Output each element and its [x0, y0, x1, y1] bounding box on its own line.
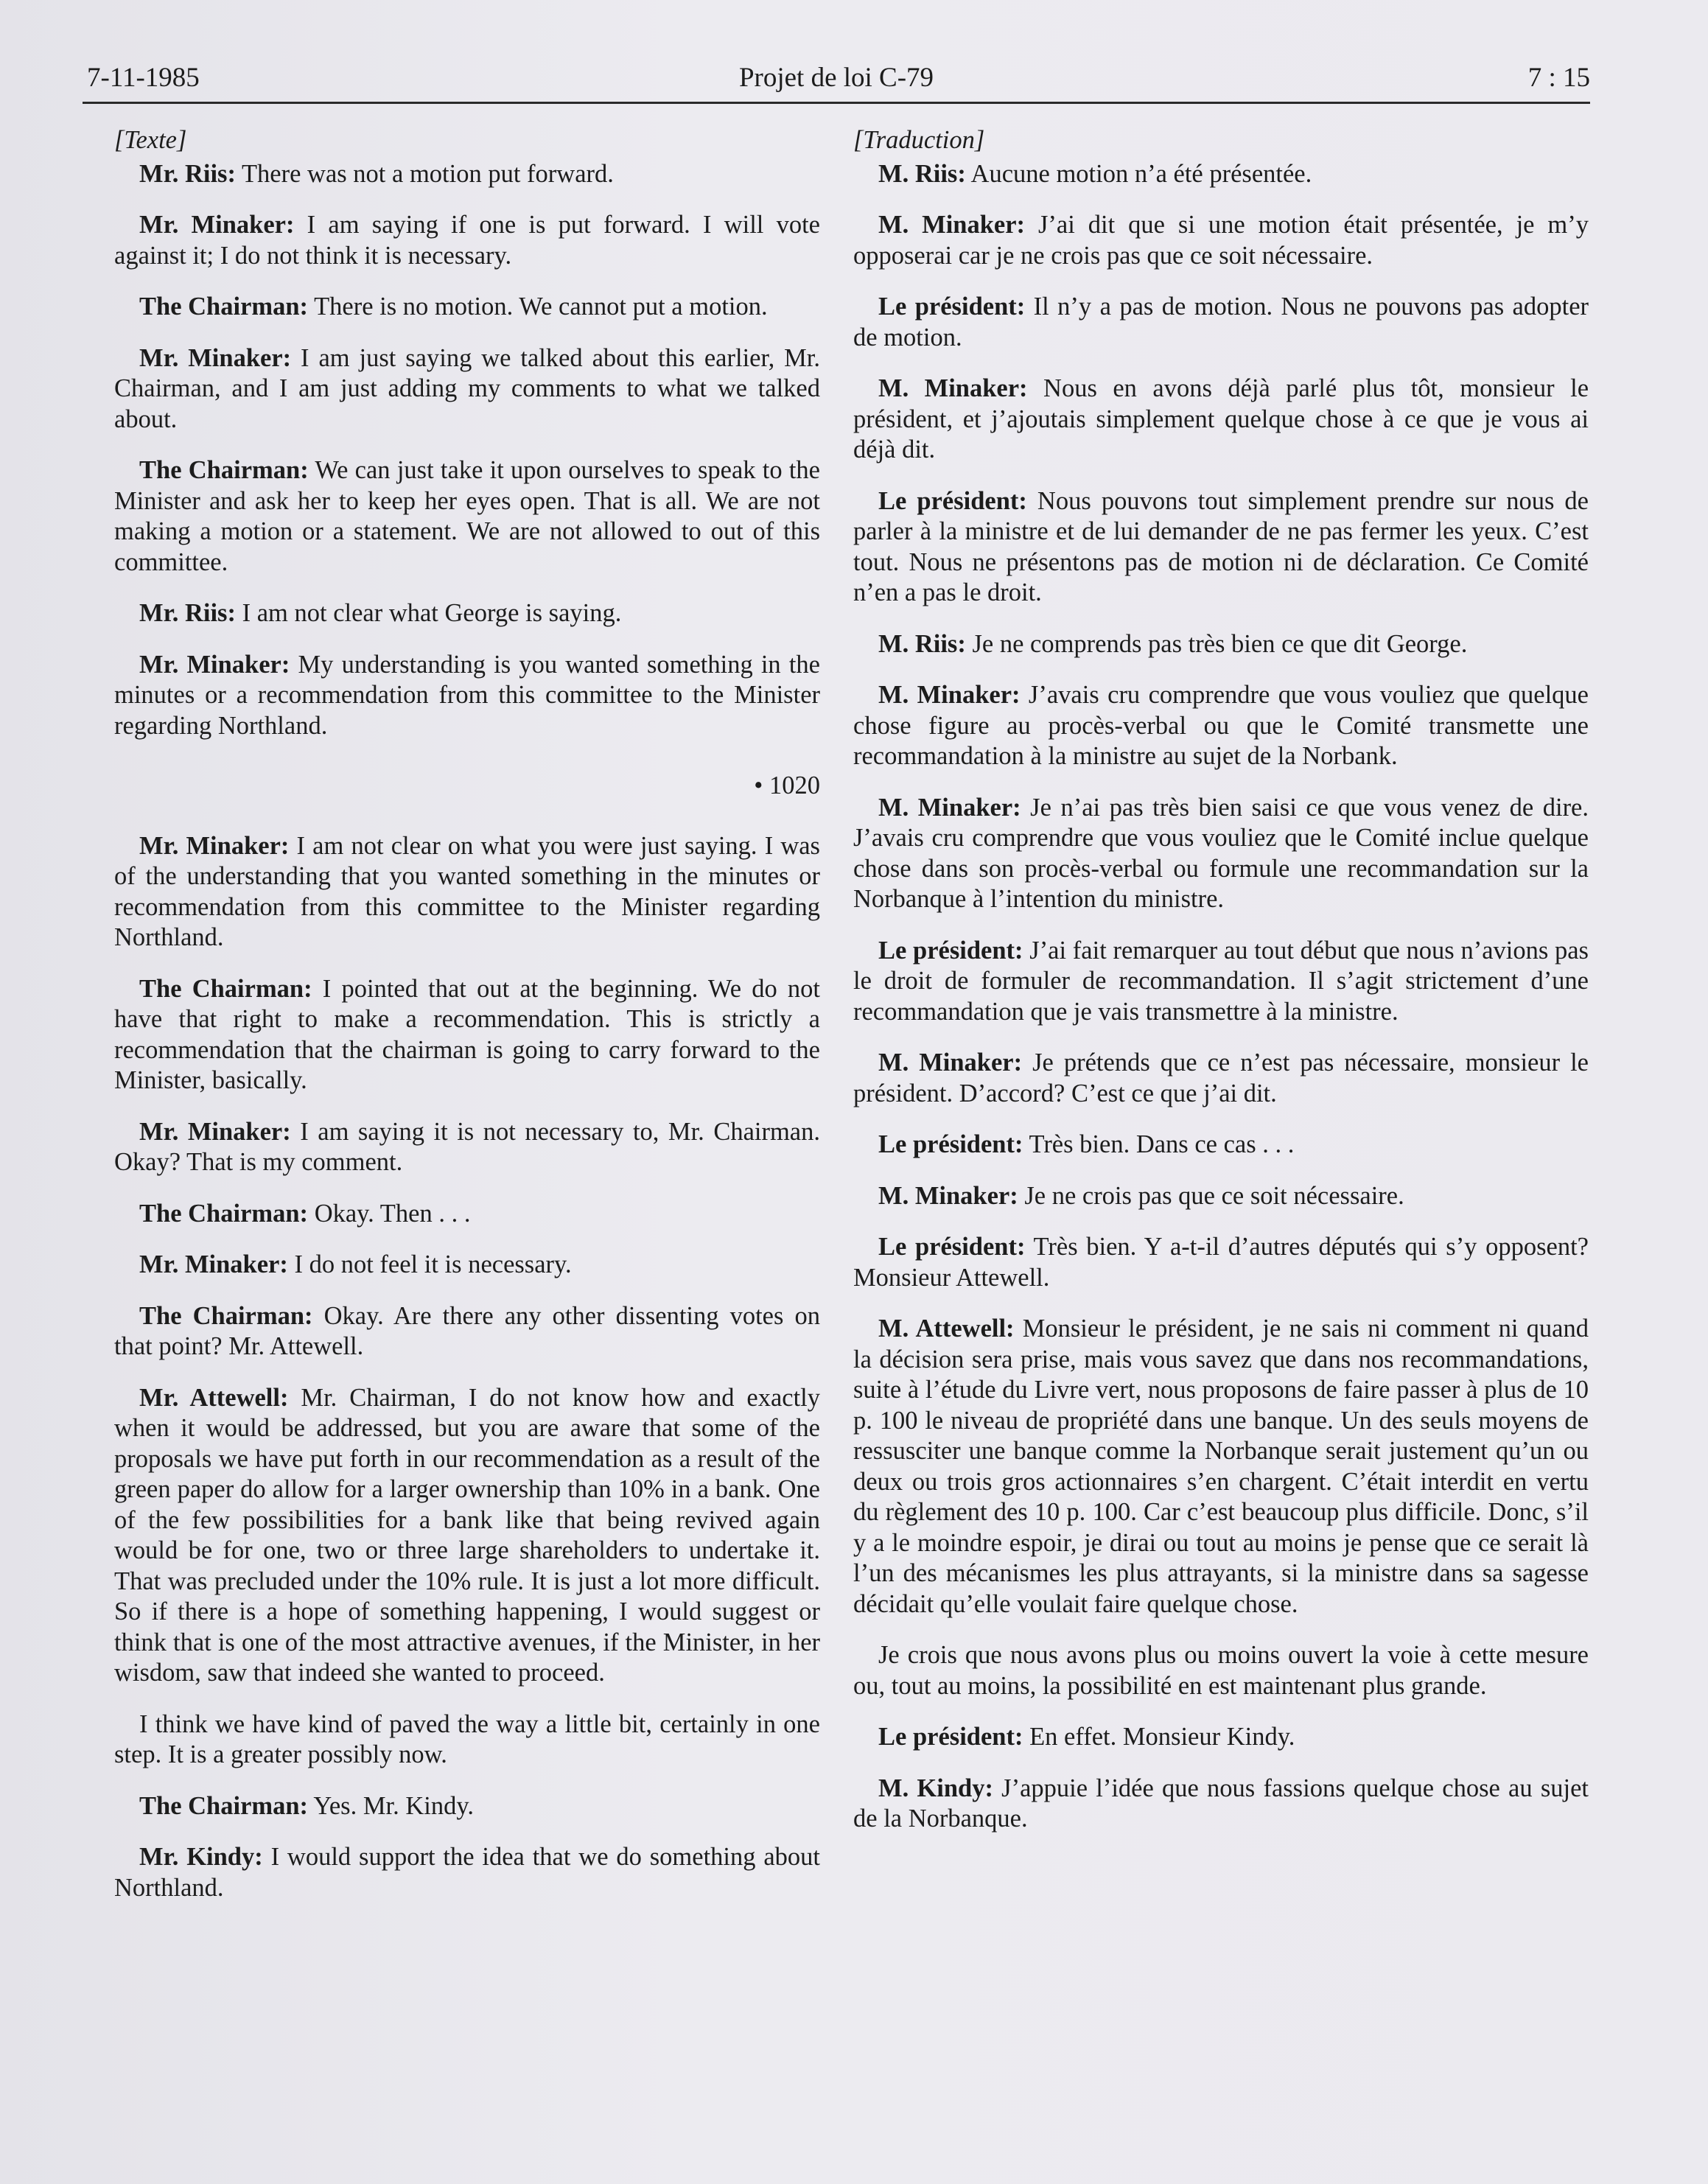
speech-text: There was not a motion put forward. — [235, 159, 614, 188]
speech-text: My understanding is you wanted something in the minutes or a recommendation from this committee to the Minister regarding Northland. — [114, 650, 820, 740]
speaker-name: M. Attewell: — [878, 1315, 1015, 1343]
paragraph — [114, 210, 820, 271]
paragraph — [114, 650, 820, 742]
column-tag: [Traduction] — [853, 126, 985, 154]
speaker-name: Mr. Minaker: — [139, 650, 290, 679]
speech-text: J’ai fait remarquer au tout début que nous n’avions pas le droit de formuler de recommandation. Il s’agit strictement d’une recommandation que je vais transmettre à la ministre. — [853, 936, 1589, 1026]
speech-text: Mr. Chairman, I do not know how and exactly when it would be addressed, but you are aware that some of the proposals we have put forth in our recommendation as a result of the green paper do allow for a larger ownership than 10% in a bank. One of the few possibilities for a bank like that being revived again would be for one, two or three large shareholders to undertake it. That was precluded under the 10% rule. It is just a lot more difficult. So if there is a hope of something happening, I would suggest or think that is one of the most attractive avenues, if the Minister, in her wisdom, saw that indeed she wanted to proceed. — [114, 1383, 820, 1687]
paragraph — [853, 1048, 1589, 1109]
speaker-name: Mr. Minaker: — [139, 211, 295, 239]
speech-text: I am saying it is not necessary to, Mr. Chairman. Okay? That is my comment. — [114, 1117, 820, 1176]
header-title: Projet de loi C-79 — [738, 63, 934, 93]
paragraph — [114, 1383, 820, 1689]
paragraph — [114, 831, 820, 953]
speech-text: We can just take it upon ourselves to speak to the Minister and ask her to keep her eyes open. That is all. We are not making a motion or a statement. We are not allowed to out of this committee. — [114, 456, 820, 576]
speaker-name: Mr. Minaker: — [139, 343, 292, 372]
french-column — [853, 125, 1589, 1835]
paragraph — [853, 1232, 1589, 1293]
speaker-name: M. Minaker: — [878, 211, 1026, 239]
speech-text: Monsieur le président, je ne sais ni comment ni quand la décision sera prise, mais vous savez que dans nos recommandations, suite à l’étude du Livre vert, nous proposons de faire passer à plus de 10 p. 100 le niveau de propriété dans une banque. Un des seuls moyens de ressusciter une banque comme la Norbanque serait justement qu’un ou deux ou trois gros actionnaires s’en chargent. C’était interdit en vertu du règlement des 10 p. 100. Car c’est beaucoup plus difficile. Donc, s’il y a le moindre espoir, je dirai ou tout au moins je pense que ce serait là l’un des mécanismes les plus attrayants, si la ministre dans sa sagesse décidait qu’elle voulait faire quelque chose. — [853, 1315, 1589, 1618]
speaker-name: The Chairman: — [139, 974, 312, 1003]
paragraph — [853, 292, 1589, 353]
speech-text: J’ai dit que si une motion était présentée, je m’y opposerai car je ne crois pas que ce soit nécessaire. — [853, 211, 1589, 270]
speaker-name: Mr. Riis: — [139, 159, 236, 188]
english-column — [114, 125, 820, 1903]
speech-text: Très bien. Y a-t-il d’autres députés qui s’y opposent? Monsieur Attewell. — [853, 1233, 1589, 1292]
speaker-name: Mr. Riis: — [139, 599, 236, 627]
paragraph — [114, 598, 820, 629]
speaker-name: Mr. Minaker: — [139, 1250, 288, 1278]
speaker-name: Mr. Minaker: — [139, 1117, 291, 1146]
speech-text: J’appuie l’idée que nous fassions quelque chose au sujet de la Norbanque. — [853, 1774, 1589, 1833]
speech-text: Il n’y a pas de motion. Nous ne pouvons pas adopter de motion. — [853, 293, 1589, 351]
paragraph — [114, 974, 820, 1096]
speech-text: I would support the idea that we do something about Northland. — [114, 1843, 821, 1902]
speech-text: En effet. Monsieur Kindy. — [1023, 1723, 1295, 1751]
speech-text: I pointed that out at the beginning. We do not have that right to make a recommendation. This is strictly a recommendation that the chairman is going to carry forward to the Minister, basically. — [114, 974, 820, 1094]
speech-text: Je n’ai pas très bien saisi ce que vous venez de dire. J’avais cru comprendre que vous vouliez que le Comité inclue quelque chose dans son procès-verbal ou formule une recommandation sur la Norbanque à l’intention du ministre. — [853, 793, 1589, 913]
paragraph — [853, 374, 1589, 466]
page-header — [83, 57, 1590, 104]
speech-text: I am saying if one is put forward. I will vote against it; I do not think it is necessary. — [114, 211, 820, 270]
speaker-name: Le président: — [878, 486, 1027, 515]
speaker-name: Le président: — [878, 936, 1023, 965]
column-tag: [Texte] — [114, 126, 187, 154]
speaker-name: M. Minaker: — [878, 374, 1028, 402]
paragraph — [114, 159, 820, 190]
header-date: 7-11-1985 — [87, 63, 200, 93]
speech-text: Je ne comprends pas très bien ce que dit George. — [965, 629, 1468, 658]
paragraph — [853, 159, 1589, 190]
speaker-name: M. Minaker: — [878, 681, 1021, 709]
speaker-name: M. Riis: — [878, 159, 966, 188]
paragraph — [853, 1181, 1589, 1212]
paragraph — [114, 1117, 820, 1178]
speaker-name: The Chairman: — [139, 456, 309, 484]
paragraph — [853, 1314, 1589, 1620]
paragraph — [853, 1722, 1589, 1753]
paragraph — [114, 1842, 820, 1903]
speaker-name: M. Minaker: — [878, 793, 1021, 822]
speech-text: I am just saying we talked about this earlier, Mr. Chairman, and I am just adding my comments to what we talked about. — [114, 343, 820, 433]
speech-text: I do not feel it is necessary. — [287, 1250, 572, 1278]
speech-text: Nous en avons déjà parlé plus tôt, monsieur le président, et j’ajoutais simplement quelque chose à ce que je vous ai déjà dit. — [853, 374, 1589, 463]
speaker-name: The Chairman: — [139, 293, 309, 321]
paragraph — [853, 486, 1589, 609]
speaker-name: Le président: — [878, 1723, 1023, 1751]
speech-text: Très bien. Dans ce cas . . . — [1023, 1130, 1295, 1158]
speaker-name: M. Minaker: — [878, 1181, 1018, 1210]
speaker-name: Le président: — [878, 293, 1026, 321]
speaker-name: The Chairman: — [139, 1301, 313, 1330]
paragraph — [114, 1250, 820, 1281]
speaker-name: The Chairman: — [139, 1791, 309, 1820]
time-marker: • 1020 — [754, 771, 820, 799]
paragraph — [114, 455, 820, 578]
paragraph — [853, 936, 1589, 1028]
speaker-name: M. Riis: — [878, 629, 966, 658]
speech-text: Yes. Mr. Kindy. — [308, 1791, 475, 1820]
paragraph — [114, 1199, 820, 1230]
paragraph — [114, 343, 820, 435]
speaker-name: Mr. Minaker: — [139, 831, 290, 860]
header-page-number: 7 : 15 — [1527, 63, 1590, 93]
speech-text: Je ne crois pas que ce soit nécessaire. — [1018, 1181, 1404, 1210]
speaker-name: Mr. Kindy: — [139, 1843, 263, 1871]
paragraph — [853, 629, 1589, 660]
speech-text: Aucune motion n’a été présentée. — [965, 159, 1312, 188]
paragraph — [114, 1791, 820, 1822]
paragraph — [114, 1301, 820, 1362]
speaker-name: M. Minaker: — [878, 1049, 1023, 1077]
speech-text: Je prétends que ce n’est pas nécessaire, monsieur le président. D’accord? C’est ce que j’ai dit. — [853, 1049, 1589, 1107]
speech-text: Okay. Are there any other dissenting votes on that point? Mr. Attewell. — [114, 1301, 820, 1360]
paragraph — [114, 292, 820, 323]
paragraph — [853, 793, 1589, 915]
speaker-name: Le président: — [878, 1130, 1023, 1158]
speech-text: Nous pouvons tout simplement prendre sur nous de parler à la ministre et de lui demander de ne pas fermer les yeux. C’est tout. Nous ne présentons pas de motion ni de déclaration. Ce Comité n’en a pas le droit. — [853, 486, 1589, 606]
speech-text: I think we have kind of paved the way a little bit, certainly in one step. It is a greater possibly now. — [114, 1709, 820, 1768]
paragraph — [853, 680, 1589, 772]
speech-text: J’avais cru comprendre que vous vouliez que quelque chose figure au procès-verbal ou que le Comité transmette une recommandation à la ministre au sujet de la Norbank. — [853, 681, 1589, 770]
paragraph — [853, 1130, 1589, 1161]
paragraph — [114, 1709, 820, 1771]
paragraph — [853, 210, 1589, 271]
speaker-name: Mr. Attewell: — [139, 1383, 289, 1412]
speech-text: There is no motion. We cannot put a motion. — [308, 293, 768, 321]
speaker-name: M. Kindy: — [878, 1774, 993, 1802]
paragraph — [853, 1774, 1589, 1835]
speech-text: I am not clear what George is saying. — [235, 599, 622, 627]
paragraph — [853, 1640, 1589, 1701]
speech-text: I am not clear on what you were just saying. I was of the understanding that you wanted something in the minutes or recommendation from this committee to the Minister regarding Northland. — [114, 831, 820, 951]
speech-text: Je crois que nous avons plus ou moins ouvert la voie à cette mesure ou, tout au moins, la possibilité en est maintenant plus grande. — [853, 1641, 1589, 1700]
speech-text: Okay. Then . . . — [308, 1199, 471, 1228]
speaker-name: The Chairman: — [139, 1199, 309, 1228]
speaker-name: Le président: — [878, 1233, 1026, 1261]
